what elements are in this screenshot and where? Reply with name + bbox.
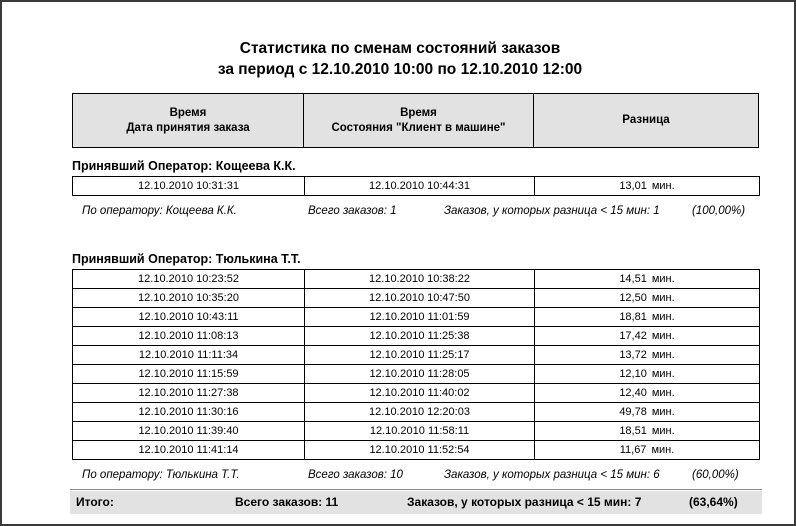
cell-difference xyxy=(535,327,760,346)
column-header-client-in-car-time xyxy=(304,93,534,148)
cell-client-in-car-time: 12.10.2010 11:25:17 xyxy=(305,346,535,365)
table-row[interactable] xyxy=(73,270,760,289)
cell-difference xyxy=(535,177,760,196)
cell-accepted-time: 12.10.2010 11:30:16 xyxy=(73,403,305,422)
difference-unit: мин. xyxy=(651,273,675,285)
cell-client-in-car-time: 12.10.2010 11:01:59 xyxy=(305,308,535,327)
cell-client-in-car-time: 12.10.2010 10:47:50 xyxy=(305,289,535,308)
totals-under-threshold: Заказов, у которых разница < 15 мин: 7 xyxy=(407,495,642,509)
cell-accepted-time: 12.10.2010 10:31:31 xyxy=(73,177,305,196)
cell-client-in-car-time: 12.10.2010 11:25:38 xyxy=(305,327,535,346)
difference-unit: мин. xyxy=(651,406,675,418)
difference-unit: мин. xyxy=(651,292,675,304)
difference-unit: мин. xyxy=(651,180,675,192)
cell-accepted-time: 12.10.2010 10:23:52 xyxy=(73,270,305,289)
operator-group-title: Принявший Оператор: Кощеева К.К. xyxy=(72,159,296,173)
table-row[interactable] xyxy=(73,346,760,365)
report-title-line-1: Статистика по сменам состояний заказов xyxy=(239,40,561,57)
cell-difference xyxy=(535,422,760,441)
operator-summary-total: Всего заказов: 1 xyxy=(308,205,397,217)
difference-unit: мин. xyxy=(651,311,675,323)
operator-summary-name: По оператору: Тюлькина Т.Т. xyxy=(82,469,240,481)
difference-value: 11,67 xyxy=(619,444,647,456)
difference-value: 12,50 xyxy=(619,292,647,304)
table-row[interactable] xyxy=(73,289,760,308)
difference-unit: мин. xyxy=(651,444,675,456)
cell-difference xyxy=(535,441,760,460)
table-row[interactable] xyxy=(73,327,760,346)
operator-summary-percent: (100,00%) xyxy=(692,205,746,217)
difference-value: 18,81 xyxy=(619,311,647,323)
operator-group-title: Принявший Оператор: Тюлькина Т.Т. xyxy=(72,252,301,266)
report-title xyxy=(2,38,796,80)
difference-unit: мин. xyxy=(651,368,675,380)
table-row[interactable] xyxy=(73,422,760,441)
cell-accepted-time: 12.10.2010 10:43:11 xyxy=(73,308,305,327)
cell-accepted-time: 12.10.2010 11:41:14 xyxy=(73,441,305,460)
difference-value: 12,40 xyxy=(619,387,647,399)
difference-value: 13,01 xyxy=(619,180,647,192)
column-header-accepted-line-2: Дата принятия заказа xyxy=(126,121,250,134)
difference-unit: мин. xyxy=(651,425,675,437)
operator-summary xyxy=(72,469,759,487)
table-row[interactable] xyxy=(73,365,760,384)
orders-table xyxy=(72,269,760,460)
difference-value: 14,51 xyxy=(619,273,647,285)
cell-accepted-time: 12.10.2010 11:08:13 xyxy=(73,327,305,346)
cell-accepted-time: 12.10.2010 11:39:40 xyxy=(73,422,305,441)
cell-difference xyxy=(535,270,760,289)
cell-client-in-car-time: 12.10.2010 10:44:31 xyxy=(305,177,535,196)
difference-value: 12,10 xyxy=(619,368,647,380)
difference-unit: мин. xyxy=(651,330,675,342)
operator-summary-under-threshold: Заказов, у которых разница < 15 мин: 6 xyxy=(444,469,660,481)
cell-difference xyxy=(535,308,760,327)
totals-label: Итого: xyxy=(76,495,114,509)
table-row[interactable] xyxy=(73,403,760,422)
cell-difference xyxy=(535,289,760,308)
column-header-client-line-2: Состояния "Клиент в машине" xyxy=(331,121,506,134)
table-row[interactable] xyxy=(73,441,760,460)
column-header-difference xyxy=(534,93,759,148)
totals-footer xyxy=(70,491,762,514)
operator-summary-under-threshold: Заказов, у которых разница < 15 мин: 1 xyxy=(444,205,660,217)
cell-client-in-car-time: 12.10.2010 11:52:54 xyxy=(305,441,535,460)
cell-difference xyxy=(535,365,760,384)
footer-divider xyxy=(70,489,762,490)
report-title-line-2: за период с 12.10.2010 10:00 по 12.10.2010 12:00 xyxy=(217,61,583,78)
difference-value: 49,78 xyxy=(619,406,647,418)
operator-summary-percent: (60,00%) xyxy=(692,469,739,481)
cell-client-in-car-time: 12.10.2010 11:28:05 xyxy=(305,365,535,384)
table-row[interactable] xyxy=(73,384,760,403)
difference-unit: мин. xyxy=(651,349,675,361)
cell-client-in-car-time: 12.10.2010 10:38:22 xyxy=(305,270,535,289)
operator-group xyxy=(72,252,759,487)
cell-difference xyxy=(535,346,760,365)
totals-percent: (63,64%) xyxy=(689,495,738,509)
difference-value: 18,51 xyxy=(619,425,647,437)
column-header-client-line-1: Время xyxy=(400,106,437,119)
table-row[interactable] xyxy=(73,308,760,327)
totals-orders-count: Всего заказов: 11 xyxy=(235,495,339,509)
column-header-difference-label: Разница xyxy=(622,114,670,126)
table-row[interactable] xyxy=(73,177,760,196)
difference-value: 13,72 xyxy=(619,349,647,361)
cell-difference xyxy=(535,403,760,422)
cell-difference xyxy=(535,384,760,403)
operator-group xyxy=(72,159,759,223)
cell-accepted-time: 12.10.2010 11:15:59 xyxy=(73,365,305,384)
operator-summary-total: Всего заказов: 10 xyxy=(308,469,403,481)
table-column-headers xyxy=(72,93,759,148)
difference-value: 17,42 xyxy=(619,330,647,342)
cell-accepted-time: 12.10.2010 11:27:38 xyxy=(73,384,305,403)
column-header-accepted-time xyxy=(72,93,304,148)
cell-accepted-time: 12.10.2010 10:35:20 xyxy=(73,289,305,308)
cell-accepted-time: 12.10.2010 11:11:34 xyxy=(73,346,305,365)
operator-summary-name: По оператору: Кощеева К.К. xyxy=(82,205,237,217)
orders-table xyxy=(72,176,760,196)
cell-client-in-car-time: 12.10.2010 11:40:02 xyxy=(305,384,535,403)
difference-unit: мин. xyxy=(651,387,675,399)
cell-client-in-car-time: 12.10.2010 12:20:03 xyxy=(305,403,535,422)
column-header-accepted-line-1: Время xyxy=(169,106,207,119)
cell-client-in-car-time: 12.10.2010 11:58:11 xyxy=(305,422,535,441)
operator-summary xyxy=(72,205,759,223)
